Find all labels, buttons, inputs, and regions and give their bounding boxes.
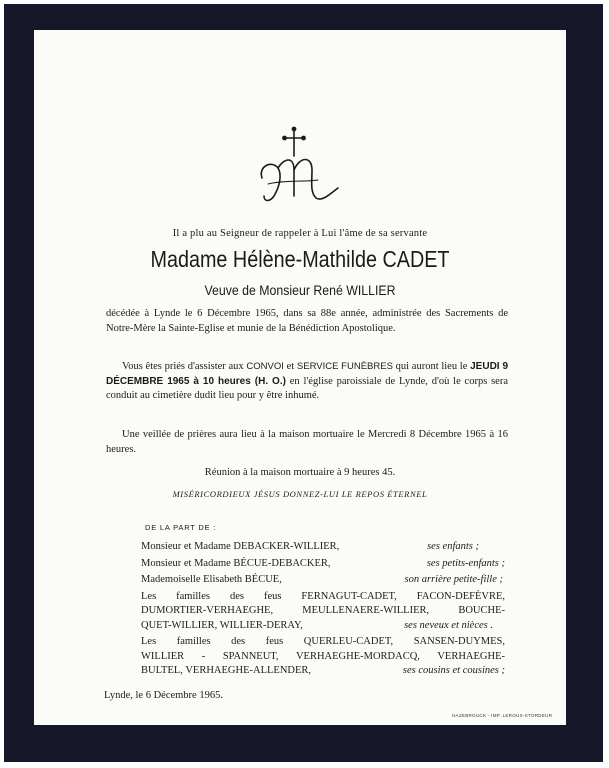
deceased-name: Madame Hélène-Mathilde CADET [150, 246, 450, 272]
family-entry: WILLIER - SPANNEUT, VERHAEGHE-MORDACQ, VERHAEGHE- [141, 650, 505, 662]
family-entry: QUET-WILLIER, WILLIER-DERAY, ses neveux et nièces . [141, 619, 493, 631]
family-entry: Les familles des feus FERNAGUT-CADET, FACON-DEFÈVRE, [141, 590, 505, 602]
widow-of-line: Veuve de Monsieur René WILLIER [204, 282, 396, 298]
on-behalf-of-heading: DE LA PART DE : [145, 523, 217, 532]
funeral-notice-card [34, 30, 566, 725]
reunion-line: Réunion à la maison mortuaire à 9 heures 45. [204, 467, 396, 478]
funeral-date: JEUDI 9 DÉCEMBRE 1965 à 10 heures (H. O.) [106, 361, 509, 387]
vigil-paragraph: Une veillée de prières aura lieu à la maison mortuaire le Mercredi 8 Décembre 1965 à 16 heures. [106, 429, 508, 455]
family-entry: BULTEL, VERHAEGHE-ALLENDER, ses cousins et cousines ; [141, 665, 505, 676]
family-entry: Monsieur et Madame DEBACKER-WILLIER, ses enfants ; [141, 541, 479, 552]
funeral-invitation-paragraph: Vous êtes priés d'assister aux CONVOI et SERVICE FUNÈBRES qui auront lieu le JEUDI 9 DÉCEMBRE 1965 à 10 heures (H. O.) en l'église paroissiale de Lynde, d'où le corps sera conduit au cimetière dudit lieu pour y être inhumé. [106, 361, 509, 401]
intro-line: Il a plu au Seigneur de rappeler à Lui l'âme de sa servante [172, 228, 428, 239]
family-entry: Mademoiselle Elisabeth BÉCUE, son arrière petite-fille ; [141, 574, 503, 585]
death-paragraph: décédée à Lynde le 6 Décembre 1965, dans sa 88e année, administrée des Sacrements de Notre-Mère la Sainte-Eglise et munie de la Bénédiction Apostolique. [106, 308, 508, 334]
family-list [141, 540, 505, 679]
monogram-m-with-cross-icon [254, 122, 344, 222]
family-entry: Les familles des feus QUERLEU-CADET, SANSEN-DUYMES, [141, 636, 505, 647]
family-entry: DUMORTIER-VERHAEGHE, MEULLENAERE-WILLIER, BOUCHE- [141, 605, 505, 616]
prayer-line: MISÉRICORDIEUX JÉSUS DONNEZ-LUI LE REPOS ÉTERNEL [172, 489, 428, 499]
place-and-date: Lynde, le 6 Décembre 1965. [104, 690, 223, 701]
printer-credit: HAZEBROUCK - IMP. LEROUX-STORDEUR [452, 713, 553, 718]
family-entry: Monsieur et Madame BÉCUE-DEBACKER, ses petits-enfants ; [141, 557, 505, 569]
